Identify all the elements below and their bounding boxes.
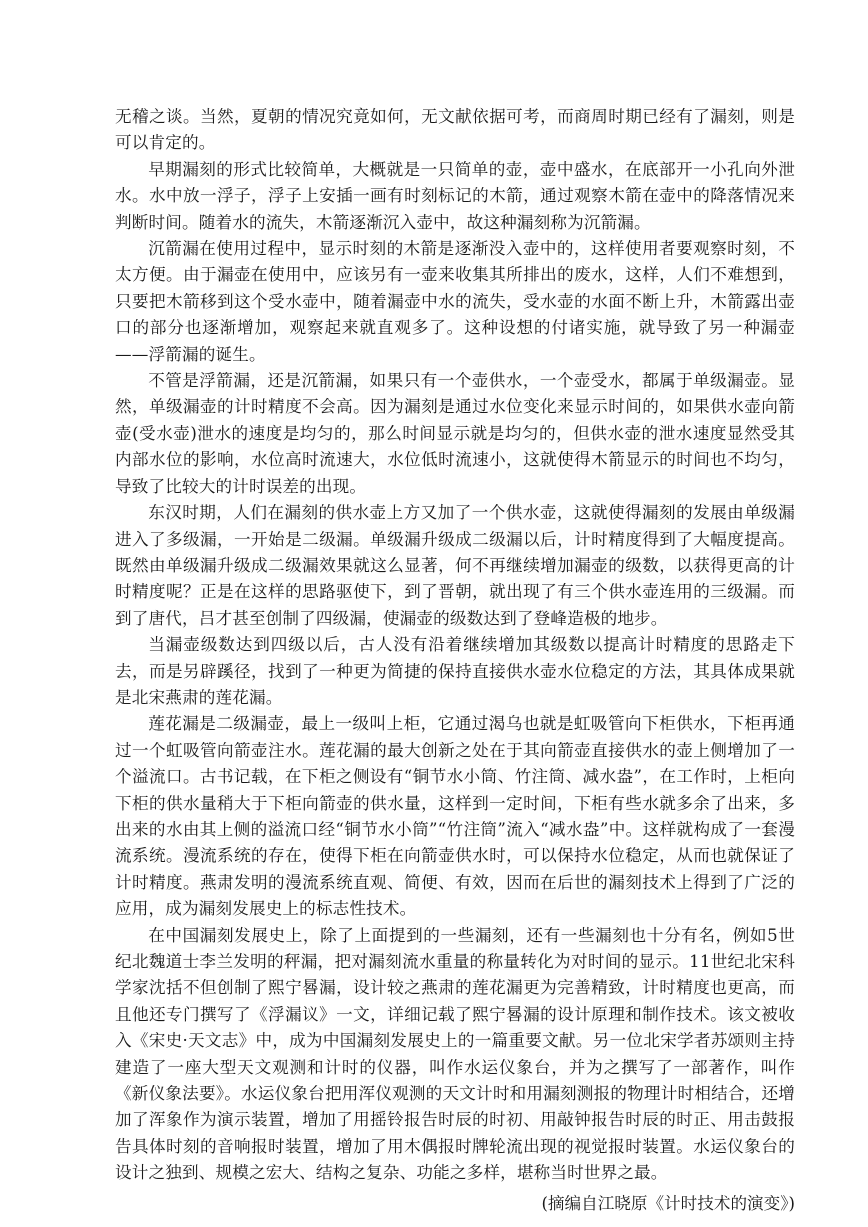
paragraph-3: 沉箭漏在使用过程中，显示时刻的木箭是逐渐没入壶中的，这样使用者要观察时刻，不太方便。由于漏壶在使用中，应该另有一壶来收集其所排出的废水，这样，人们不难想到，只要把木箭移到这个受水壶中，随着漏壶中水的流失，受水壶的水面不断上升，木箭露出壶口的部分也逐渐增加，观察起来就直观多了。这种设想的付诸实施，就导致了另一种漏壶——浮箭漏的诞生。 (115, 239, 795, 364)
paragraph-2: 早期漏刻的形式比较简单，大概就是一只简单的壶，壶中盛水，在底部开一小孔向外泄水。水中放一浮子，浮子上安插一画有时刻标记的木箭，通过观察木箭在壶中的降落情况来判断时间。随着水的流失，木箭逐渐沉入壶中，故这种漏刻称为沉箭漏。 (115, 159, 795, 232)
paragraph-7: 莲花漏是二级漏壶，最上一级叫上柜，它通过渴乌也就是虹吸管向下柜供水，下柜再通过一个虹吸管向箭壶注水。莲花漏的最大创新之处在于其向箭壶直接供水的壶上侧增加了一个溢流口。古书记载，在下柜之侧设有“铜节水小筒、竹注筒、减水盎”，在工作时，上柜向下柜的供水量稍大于下柜向箭壶的供水量，这样到一定时间，下柜有些水就多余了出来，多出来的水由其上侧的溢流口经“铜节水小筒”“竹注筒”流入“减水盎”中。这样就构成了一套漫流系统。漫流系统的存在，使得下柜在向箭壶供水时，可以保持水位稳定，从而也就保证了计时精度。燕肃发明的漫流系统直观、简便、有效，因而在后世的漏刻技术上得到了广泛的应用，成为漏刻发展史上的标志性技术。 (115, 714, 795, 919)
paragraph-1: 无稽之谈。当然，夏朝的情况究竟如何，无文献依据可考，而商周时期已经有了漏刻，则是可以肯定的。 (115, 107, 795, 153)
paragraph-6: 当漏壶级数达到四级以后，古人没有沿着继续增加其级数以提高计时精度的思路走下去，而是另辟蹊径，找到了一种更为简捷的保持直接供水壶水位稳定的方法，其具体成果就是北宋燕肃的莲花漏。 (115, 635, 795, 707)
paragraph-8: 在中国漏刻发展史上，除了上面提到的一些漏刻，还有一些漏刻也十分有名，例如5世纪北魏道士李兰发明的秤漏，把对漏刻流水重量的称量转化为对时间的显示。11世纪北宋科学家沈括不但创制了熙宁晷漏，设计较之燕肃的莲花漏更为完善精致，计时精度也更高，而且他还专门撰写了《浮漏议》一文，详细记载了熙宁晷漏的设计原理和制作技术。该文被收入《宋史·天文志》中，成为中国漏刻发展史上的一篇重要文献。另一位北宋学者苏颂则主持建造了一座大型天文观测和计时的仪器，叫作水运仪象台，并为之撰写了一部著作，叫作《新仪象法要》。水运仪象台把用浑仪观测的天文计时和用漏刻测报的物理计时相结合，还增加了浑象作为演示装置，增加了用摇铃报告时辰的时初、用敲钟报告时辰的时正、用击鼓报告具体时刻的音响报时装置，增加了用木偶报时牌轮流出现的视觉报时装置。水运仪象台的设计之独到、规模之宏大、结构之复杂、功能之多样，堪称当时世界之最。 (115, 925, 795, 1183)
document-body (115, 104, 795, 1217)
source-citation: (摘编自江晓原《计时技术的演变》) (541, 1193, 795, 1213)
paragraph-4: 不管是浮箭漏，还是沉箭漏，如果只有一个壶供水，一个壶受水，都属于单级漏壶。显然，单级漏壶的计时精度不会高。因为漏刻是通过水位变化来显示时间的，如果供水壶向箭壶(受水壶)泄水的速度是均匀的，那么时间显示就是均匀的，但供水壶的泄水速度显然受其内部水位的影响，水位高时流速大，水位低时流速小，这就使得木箭显示的时间也不均匀，导致了比较大的计时误差的出现。 (115, 371, 795, 496)
paragraph-5: 东汉时期，人们在漏刻的供水壶上方又加了一个供水壶，这就使得漏刻的发展由单级漏进入了多级漏，一开始是二级漏。单级漏升级成二级漏以后，计时精度得到了大幅度提高。既然由单级漏升级成二级漏效果就这么显著，何不再继续增加漏壶的级数，以获得更高的计时精度呢？正是在这样的思路驱使下，到了晋朝，就出现了有三个供水壶连用的三级漏。而到了唐代，吕才甚至创制了四级漏，使漏壶的级数达到了登峰造极的地步。 (115, 503, 795, 628)
